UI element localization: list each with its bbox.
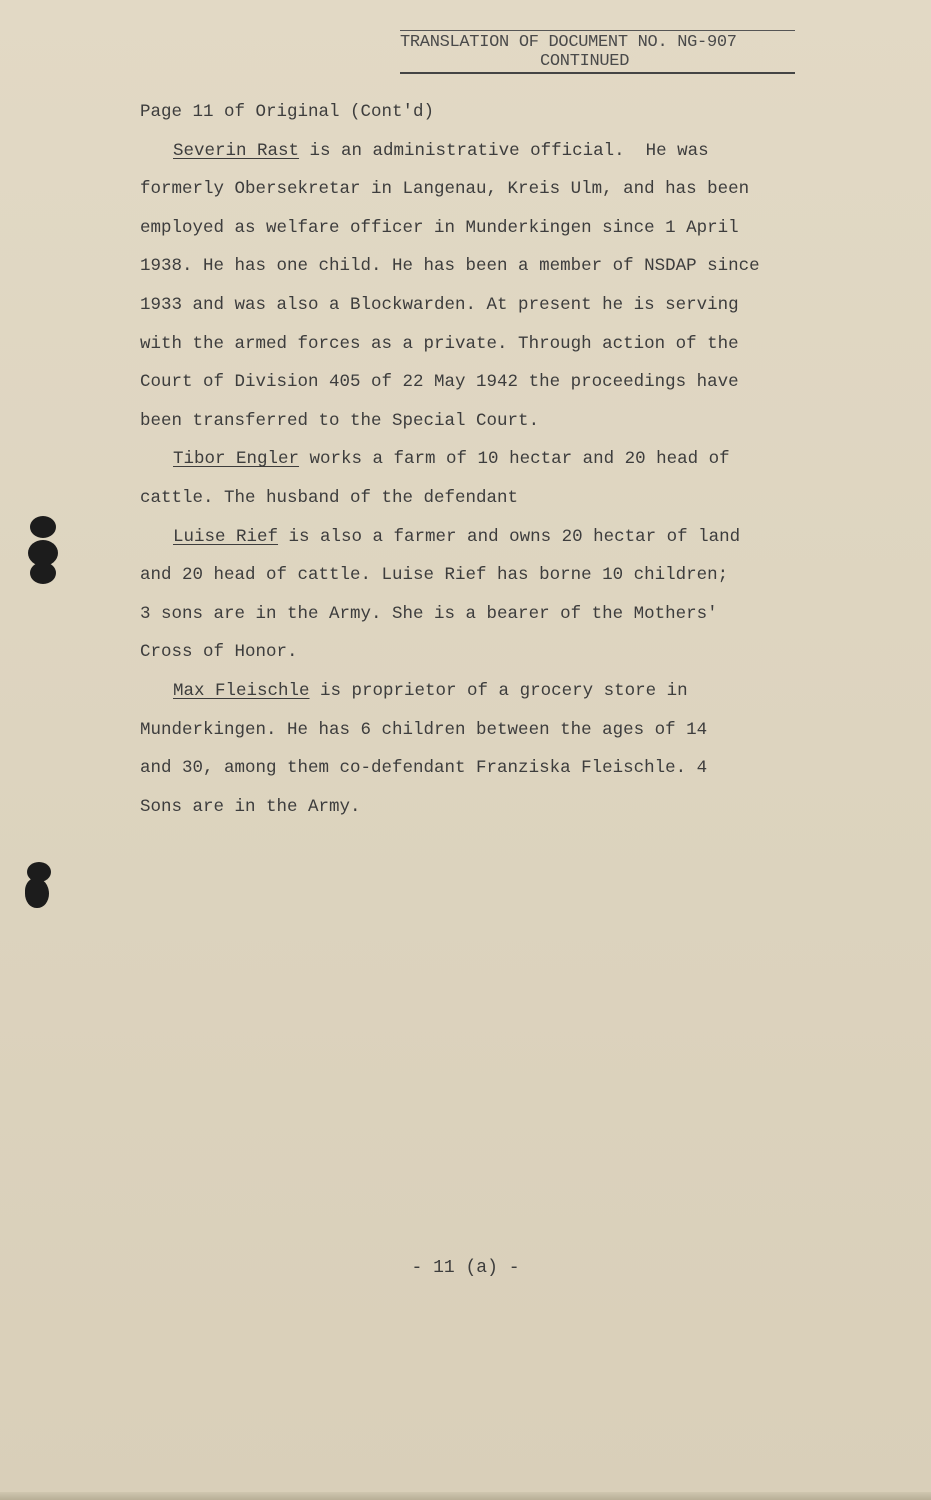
document-body [140,93,860,826]
paragraph-line: been transferred to the Special Court. [140,410,540,431]
person-name: Max Fleischle [173,680,310,701]
page-reference: Page 11 of Original (Cont'd) [140,102,435,122]
person-name: Tibor Engler [173,449,300,470]
paragraph-line: Munderkingen. He has 6 children between the ages of 14 [140,719,708,740]
paragraph-line: Sons are in the Army. [140,796,361,817]
paragraph-line [140,672,860,711]
header-rule-bottom [400,72,795,74]
punch-hole [25,878,49,908]
page-number: - 11 (a) - [411,1258,520,1278]
paragraph-line [140,518,860,557]
paper-edge [0,1492,931,1500]
paragraph-line: 3 sons are in the Army. She is a bearer of the Mothers' [140,603,718,624]
paragraph-line [140,440,860,479]
person-name: Severin Rast [173,140,300,161]
header-title: TRANSLATION OF DOCUMENT NO. NG-907 [400,33,737,52]
text-run: is also a farmer and owns 20 hectar of land [278,526,741,547]
paragraph-line: formerly Obersekretar in Langenau, Kreis Ulm, and has been [140,179,750,200]
paragraph-line: Court of Division 405 of 22 May 1942 the proceedings have [140,372,739,393]
text-run: works a farm of 10 hectar and 20 head of [299,449,730,470]
punch-hole [30,516,56,538]
header-rule-top [400,30,795,31]
paragraph-line: and 30, among them co-defendant Franziska Fleischle. 4 [140,758,708,779]
paragraph-line: 1933 and was also a Blockwarden. At present he is serving [140,294,739,315]
paragraph-line: and 20 head of cattle. Luise Rief has borne 10 children; [140,565,729,586]
person-name: Luise Rief [173,526,279,547]
paragraph-line: Cross of Honor. [140,642,298,663]
paragraph-line: with the armed forces as a private. Through action of the [140,333,739,354]
punch-hole [30,562,56,584]
document-header [400,30,795,74]
paragraph-line: cattle. The husband of the defendant [140,487,519,508]
text-run: is proprietor of a grocery store in [309,680,688,701]
paragraph-line [140,132,860,171]
header-subtitle: CONTINUED [540,52,630,71]
paragraph-line: 1938. He has one child. He has been a member of NSDAP since [140,256,760,277]
text-run: is an administrative official. He was [299,140,709,161]
paragraph-line: employed as welfare officer in Munderkingen since 1 April [140,217,739,238]
